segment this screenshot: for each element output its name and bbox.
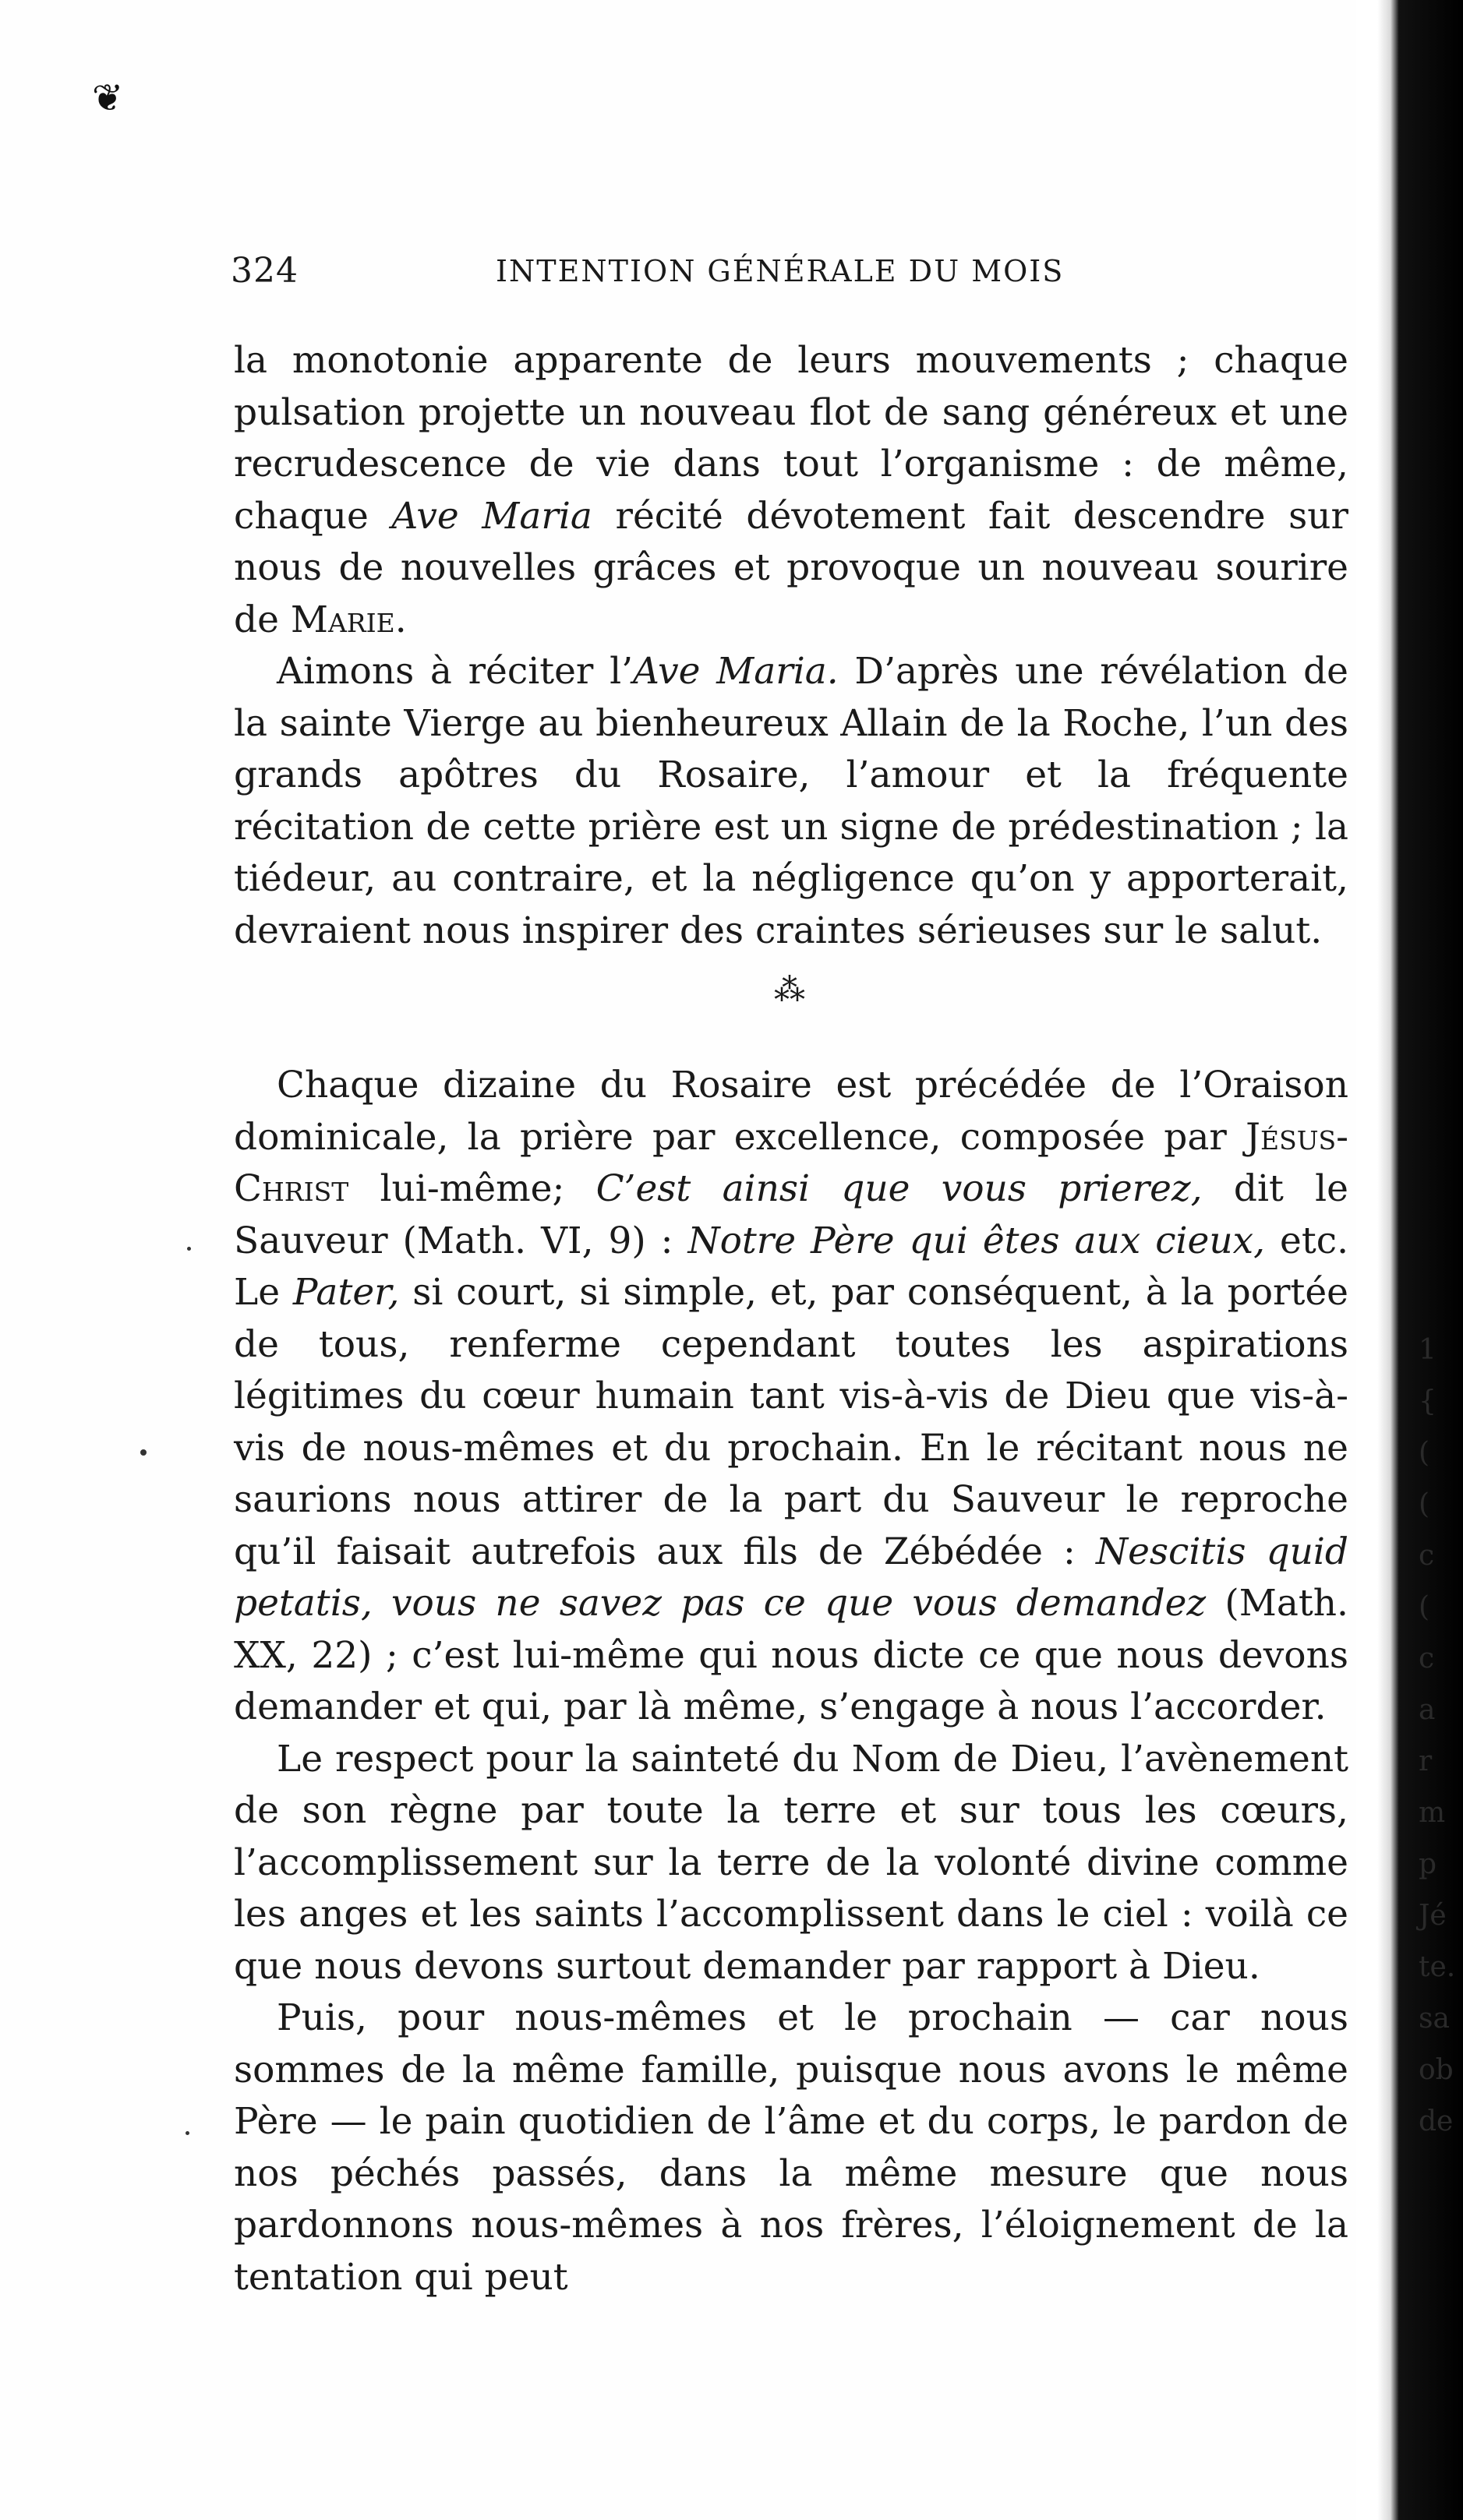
running-head: INTENTION GÉNÉRALE DU MOIS: [496, 254, 1065, 288]
paragraph-3: Chaque dizaine du Rosaire est précédée de l’Oraison dominicale, la prière par excellence, composée par Jésus-Christ lui-même; C’est ainsi que vous prierez, dit le Sauveur (Math. VI, 9) : Notre Père qui êtes aux cieux, etc. Le Pater, si court, si simple, et, par conséquent, à la portée de tous, renferme cependant toutes les aspirations légitimes du cœur humain tant vis-à-vis de Dieu que vis-à-vis de nous-mêmes et du prochain. En le récitant nous ne saurions nous attirer de la part du Sauveur le reproche qu’il faisait autrefois aux fils de Zébédée : Nescitis quid petatis, vous ne savez pas ce que vous demandez (Math. XX, 22) ; c’est lui-même qui nous dicte ce que nous devons demander et qui, par là même, s’engage à nous l’accorder.: [234, 1064, 1349, 1728]
printer-ornament: ❦: [92, 76, 124, 120]
page-number: 324: [231, 251, 299, 291]
scan-speck: [140, 1449, 147, 1456]
scan-speck: [187, 1247, 191, 1251]
scan-speck: [186, 2131, 189, 2135]
body-text: [234, 335, 1348, 2303]
paragraph-2: Aimons à réciter l’Ave Maria. D’après une révélation de la sainte Vierge au bienheureux Allain de la Roche, l’un des grands apôtres du Rosaire, l’amour et la fréquente récitation de cette prière est un signe de prédestination ; la tiédeur, au contraire, et la négligence qu’on y apporterait, devraient nous inspirer des craintes sérieuses sur le salut.: [234, 650, 1348, 952]
page-header: [231, 251, 1135, 298]
paragraph-5: Puis, pour nous-mêmes et le prochain — car nous sommes de la même famille, puisque nous avons le même Père — le pain quotidien de l’âme et du corps, le pardon de nos péchés passés, dans la même mesure que nous pardonnons nous-mêmes à nos frères, l’éloignement de la tentation qui peut: [234, 1996, 1348, 2299]
asterism-divider: ⁂: [774, 972, 808, 1008]
paragraph-4: Le respect pour la sainteté du Nom de Dieu, l’avènement de son règne par toute la terre et sur tous les cœurs, l’accomplissement sur la terre de la volonté divine comme les anges et les saints l’accomplissent dans le ciel : voilà ce que nous devons surtout demander par rapport à Dieu.: [234, 1737, 1348, 1988]
paragraph-1: la monotonie apparente de leurs mouvements ; chaque pulsation projette un nouveau flot de sang généreux et une recrudescence de vie dans tout l’organisme : de même, chaque Ave Maria récité dévotement fait descendre sur nous de nouvelles grâces et provoque un nouveau sourire de Marie.: [234, 339, 1348, 641]
facing-page-fragments: 1 { ( ( c ( c a r m p Jé te. sa ob de: [1419, 1334, 1456, 2137]
